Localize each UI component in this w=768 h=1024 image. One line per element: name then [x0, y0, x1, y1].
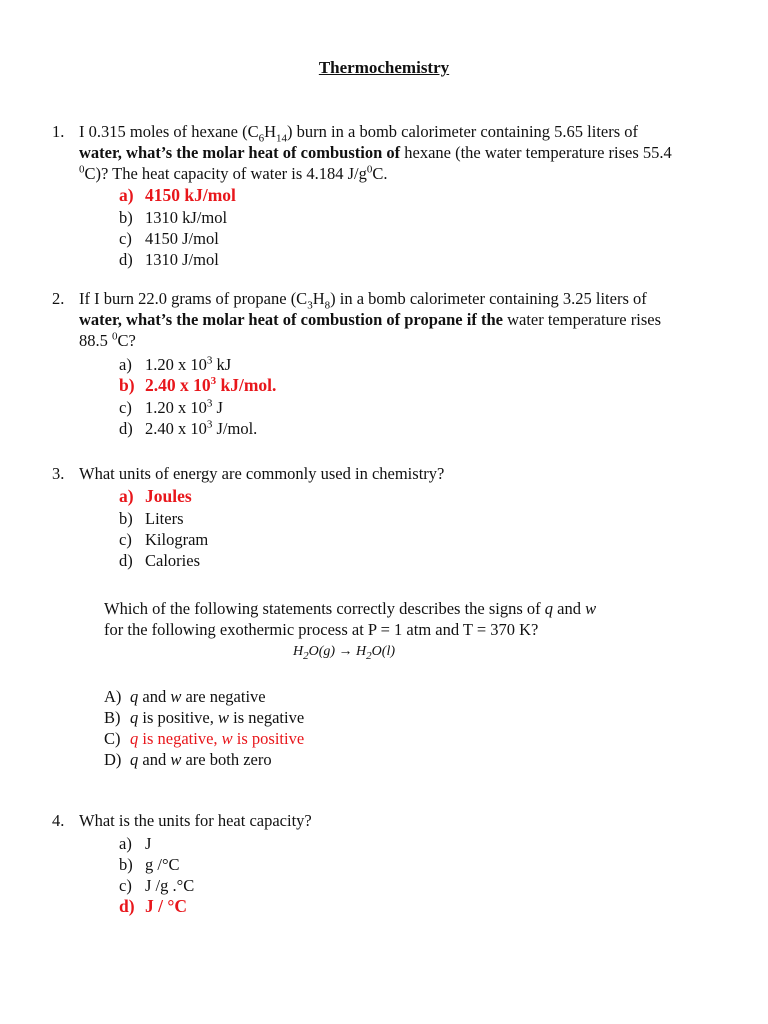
question-text: I 0.315 moles of hexane $(C_6H_{14})$ burn in a bomb calorimeter containing 5.65 liters of water, what’s the molar heat of combustion of hexane (the water temperature rises 55.4 $^0$C)? The heat capacity of water is 4.184 $J/g^0C$.	[79, 122, 672, 183]
answer-option[interactable]: c) J /g .°C	[119, 876, 195, 895]
answer-option[interactable]: c) Kilogram	[119, 530, 209, 549]
answer-option-correct[interactable]: C) q is negative, w is positive	[104, 729, 305, 748]
question-text-line-1: Which of the following statements correctly describes the signs of q and w	[104, 599, 597, 618]
question-number: 4.	[52, 811, 65, 830]
answer-option[interactable]: d) 2.40 x $10^3$ J/mol.	[119, 418, 258, 438]
question-text: What units of energy are commonly used in chemistry?	[79, 464, 445, 483]
question-signs	[104, 598, 704, 770]
answer-option-correct[interactable]: d) J / °C	[119, 896, 187, 916]
answer-option[interactable]: d) Calories	[119, 551, 200, 570]
answer-option[interactable]: A) q and w are negative	[104, 687, 266, 706]
answer-options	[104, 686, 704, 770]
answer-option[interactable]: d) 1310 J/mol	[119, 250, 219, 269]
reaction-equation: $H_2O(g) \to H_2O(l)$	[293, 644, 395, 662]
question-text-line-2: for the following exothermic process at P = 1 atm and T = 370 K?	[104, 620, 539, 639]
answer-options	[119, 833, 712, 918]
answer-option[interactable]: b) g /°C	[119, 855, 180, 874]
answer-option-correct[interactable]: a) 4150 kJ/mol	[119, 185, 236, 205]
question-3	[52, 463, 712, 571]
answer-option[interactable]: D) q and w are both zero	[104, 750, 272, 769]
question-1	[52, 121, 712, 270]
page-title: Thermochemistry	[318, 58, 450, 77]
question-4	[52, 810, 712, 918]
question-number: 3.	[52, 464, 65, 483]
answer-option[interactable]: c) 1.20 x $10^3$ J	[119, 397, 223, 417]
answer-option[interactable]: b) Liters	[119, 509, 184, 528]
answer-option[interactable]: a) 1.20 x $10^3$ kJ	[119, 354, 232, 374]
question-text: If I burn 22.0 grams of propane $(C_3H_8)$ in a bomb calorimeter containing 3.25 liters of water, what’s the molar heat of combustion of propane if the water temperature rises 88.5 $^0$C?	[79, 289, 662, 350]
answer-options	[119, 486, 712, 571]
question-2	[52, 288, 712, 439]
answer-option[interactable]: b) 1310 kJ/mol	[119, 208, 228, 227]
question-number: 2.	[52, 289, 65, 308]
answer-option-correct[interactable]: a) Joules	[119, 486, 192, 506]
answer-option[interactable]: B) q is positive, w is negative	[104, 708, 305, 727]
question-number: 1.	[52, 122, 65, 141]
question-text: What is the units for heat capacity?	[79, 811, 312, 830]
answer-option-correct[interactable]: b) 2.40 x $10^3$ kJ/mol.	[119, 375, 277, 395]
answer-options	[119, 185, 712, 270]
answer-option[interactable]: a) J	[119, 834, 152, 853]
answer-option[interactable]: c) 4150 J/mol	[119, 229, 219, 248]
answer-options	[119, 354, 712, 439]
